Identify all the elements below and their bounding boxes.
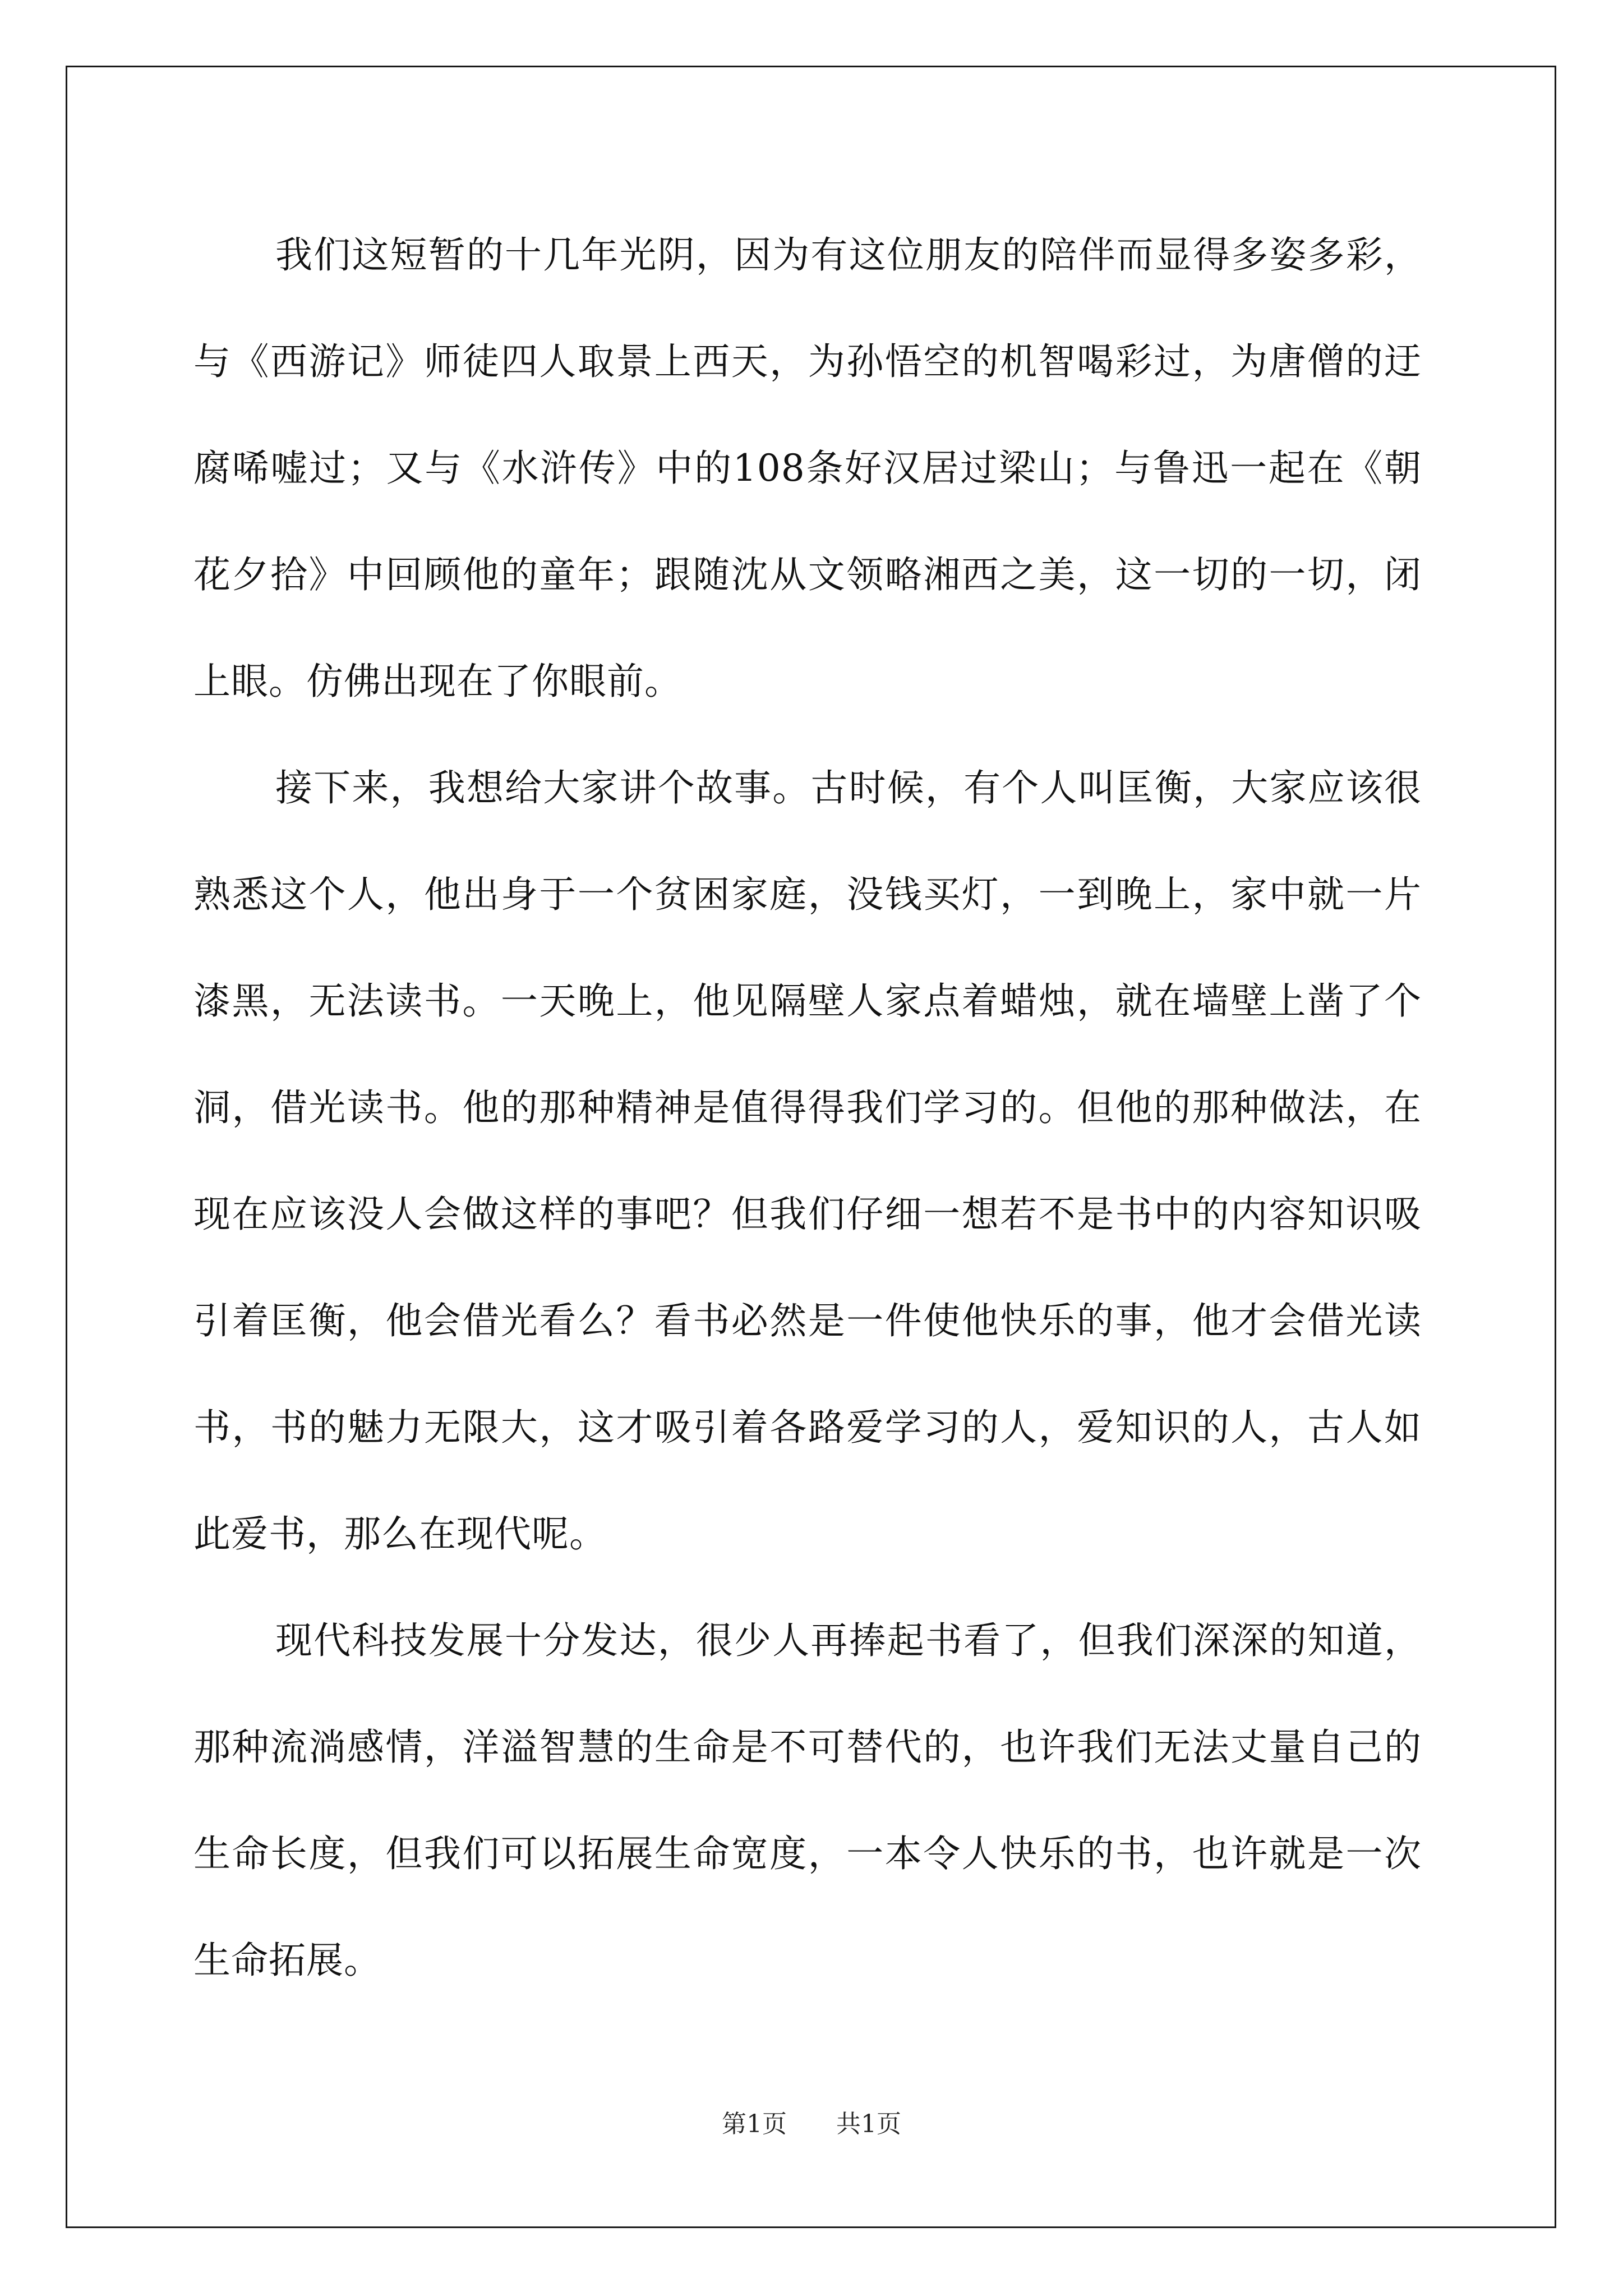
- paragraph-2: 接下来，我想给大家讲个故事。古时候，有个人叫匡衡，大家应该很熟悉这个人，他出身于一个贫困家庭，没钱买灯，一到晚上，家中就一片漆黑，无法读书。一天晚上，他见隔壁人家点着蜡烛，就在墙壁上凿了个洞，借光读书。他的那种精神是值得得我们学习的。但他的那种做法，在现在应该没人会做这样的事吧？但我们仔细一想若不是书中的内容知识吸引着匡衡，他会借光看么？看书必然是一件使他快乐的事，他才会借光读书，书的魅力无限大，这才吸引着各路爱学习的人，爱知识的人，古人如此爱书，那么在现代呢。: [193, 766, 1422, 1556]
- page-number-current: 第1页: [722, 2110, 787, 2138]
- paragraph-3: 现代科技发展十分发达，很少人再捧起书看了，但我们深深的知道，那种流淌感情，洋溢智慧的生命是不可替代的，也许我们无法丈量自己的生命长度，但我们可以拓展生命宽度，一本令人快乐的书，也许就是一次生命拓展。: [193, 1619, 1422, 1982]
- page-footer: [0, 2104, 1623, 2139]
- document-body: [193, 202, 1422, 2014]
- paragraph-1: 我们这短暂的十几年光阴，因为有这位朋友的陪伴而显得多姿多彩，与《西游记》师徒四人取景上西天，为孙悟空的机智喝彩过，为唐僧的迂腐唏嘘过；又与《水浒传》中的108条好汉居过梁山；与鲁迅一起在《朝花夕拾》中回顾他的童年；跟随沈从文领略湘西之美，这一切的一切，闭上眼。仿佛出现在了你眼前。: [193, 233, 1422, 703]
- page-number-total: 共1页: [836, 2110, 901, 2138]
